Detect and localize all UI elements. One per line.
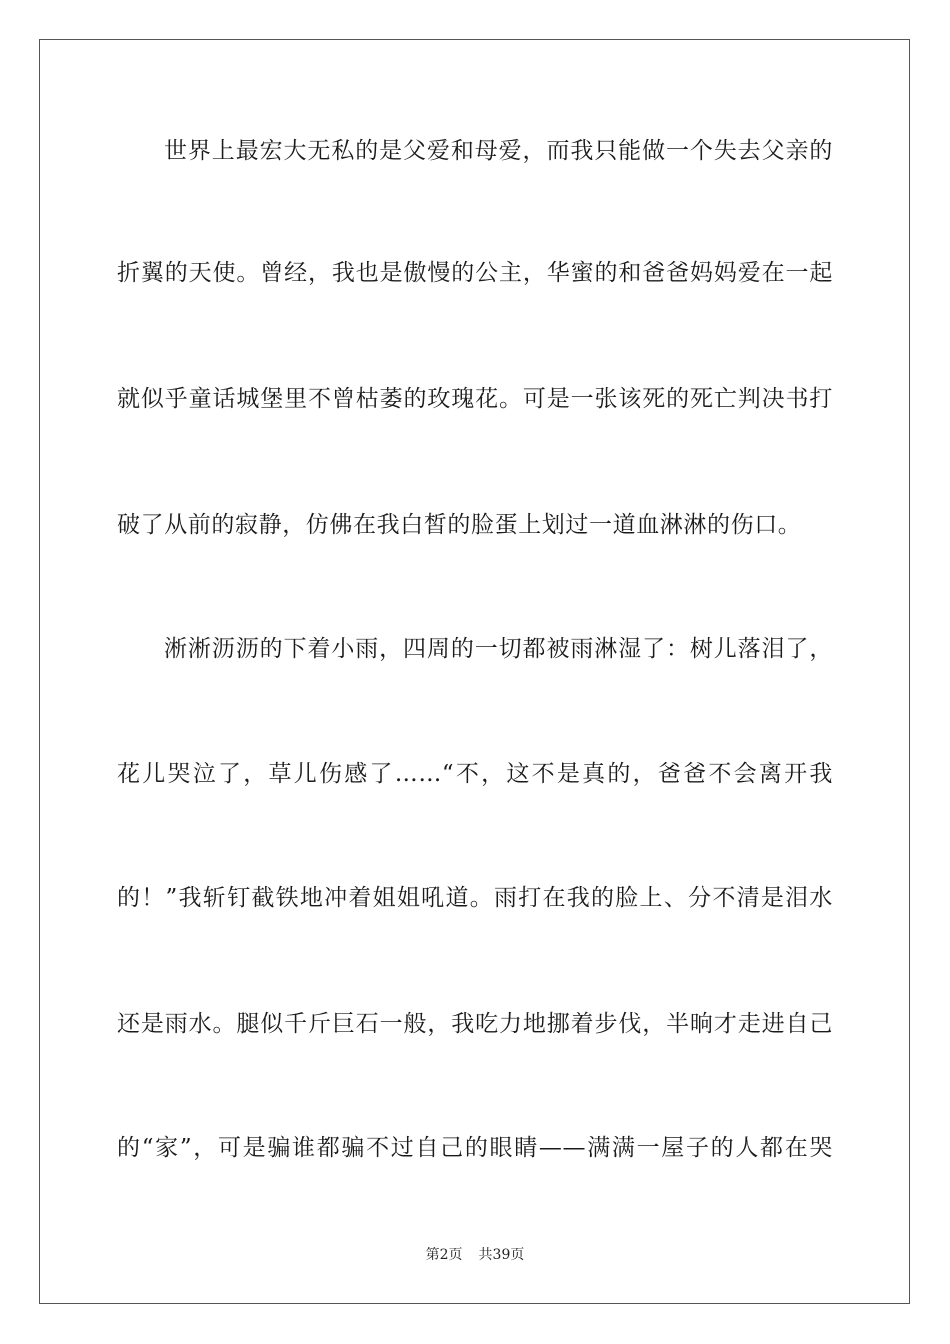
text-line: 破了从前的寂静，仿佛在我白皙的脸蛋上划过一道血淋淋的伤口。 [117, 512, 802, 538]
page-footer [0, 1246, 950, 1264]
text-line: 淅淅沥沥的下着小雨，四周的一切都被雨淋湿了：树儿落泪了， [164, 636, 833, 662]
page-border [39, 39, 910, 1304]
text-line: 世界上最宏大无私的是父爱和母爱，而我只能做一个失去父亲的 [164, 138, 833, 164]
text-line: 折翼的天使。曾经，我也是傲慢的公主，华蜜的和爸爸妈妈爱在一起 [117, 260, 833, 286]
text-line: 就似乎童话城堡里不曾枯萎的玫瑰花。可是一张该死的死亡判决书打 [117, 386, 833, 412]
page-total: 共39页 [478, 1247, 525, 1263]
text-line: 花儿哭泣了，草儿伤感了……“不，这不是真的，爸爸不会离开我 [117, 761, 833, 787]
text-line: 还是雨水。腿似千斤巨石一般，我吃力地挪着步伐，半晌才走进自己 [117, 1011, 833, 1037]
page-number: 第2页 [425, 1247, 463, 1263]
text-line: 的！”我斩钉截铁地冲着姐姐吼道。雨打在我的脸上、分不清是泪水 [117, 885, 833, 911]
text-line: 的“家”，可是骗谁都骗不过自己的眼睛——满满一屋子的人都在哭 [117, 1135, 833, 1161]
